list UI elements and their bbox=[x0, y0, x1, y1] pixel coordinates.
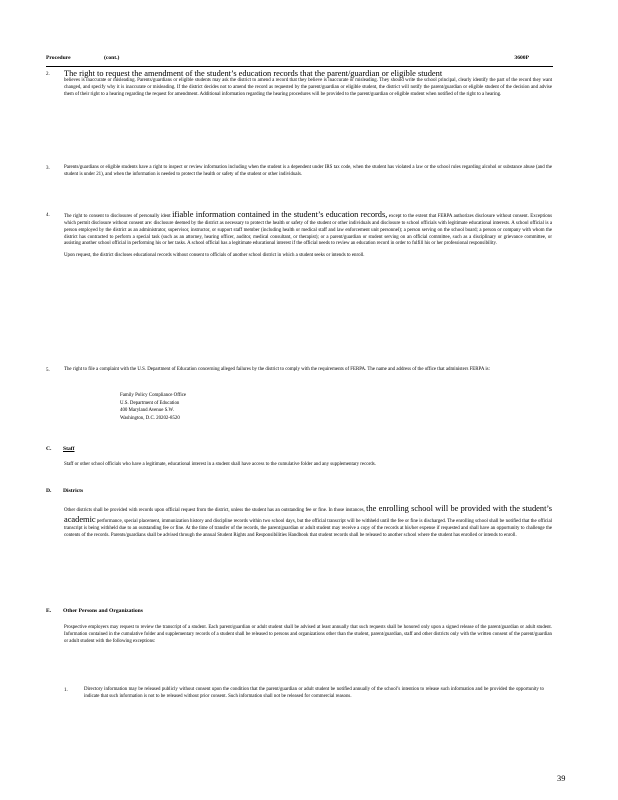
item-5 bbox=[64, 367, 552, 374]
section-d-heading bbox=[46, 488, 84, 494]
policy-number: 3600P bbox=[514, 55, 529, 61]
procedure-label: Procedure bbox=[46, 55, 71, 61]
section-c-heading bbox=[46, 446, 75, 452]
section-d-title: Districts bbox=[63, 488, 84, 494]
item-4-body-2: Upon request, the district discloses educational records without consent to officials of another school district in which a student seeks or intends to enroll. bbox=[64, 253, 365, 259]
item-5-body: The right to file a complaint with the U.S. Department of Education concerning alleged failures by the district to comply with the requirements of FERPA. The name and address of the office that administers FERPA is: bbox=[64, 367, 490, 372]
section-e-sub-1-text: Directory information may be released publicly without consent upon the condition that the parent/guardian or adult student be notified annually of the school’s intention to release such information and be provided the opportunity to indicate that such information is not to be released without prior consent. Such information shall not be released for commercial reasons. bbox=[84, 687, 544, 699]
section-e-sub-1 bbox=[84, 687, 544, 701]
section-e-sub-1-number: 1. bbox=[64, 688, 68, 693]
section-d-text-1: Other districts shall be provided with records upon official request from the district, unless the student has an outstanding fee or fine. In those instances, bbox=[64, 508, 365, 513]
item-3 bbox=[64, 165, 552, 179]
item-4-lead: The right to consent to disclosures of personally ident bbox=[64, 214, 171, 219]
item-2-body: believes is inaccurate or misleading. Parents/guardians or eligible students may ask the district to amend a record that they believe is inaccurate or misleading. They should write the school principal, clearly identify the part of the record they want changed, and specify why it is inaccurate or misleading. If the district decides not to amend the record as requested by the parent/guardian or eligible student, the district will notify the parent/guardian or eligible student of the decision and advise them of their right to a hearing regarding the request for amendment. Additional information regarding the hearing procedures will be provided to the parent/guardian or eligible student when notified of the right to a hearing. bbox=[64, 78, 552, 97]
cont-label: (cont.) bbox=[104, 55, 120, 61]
page-header bbox=[46, 54, 553, 67]
address-line-3: 400 Maryland Avenue S.W. bbox=[120, 408, 174, 414]
item-3-body: Parents/guardians or eligible students have a right to inspect or review information including when the student is a dependent under IRS tax code, when the student has violated a law or the school rules regarding alcohol or substance abuse (and the student is under 21), and when the information is needed to protect the health or safety of the student or other individuals. bbox=[64, 165, 552, 177]
section-c-body bbox=[64, 462, 552, 469]
item-2 bbox=[64, 69, 552, 99]
item-4-heading: ifiable information contained in the student’s education records, bbox=[172, 210, 388, 219]
item-2-heading: The right to request the amendment of the student’s education records that the parent/guardian or eligible student bbox=[64, 69, 443, 78]
address-line-4: Washington, D.C. 20202-8520 bbox=[120, 416, 180, 422]
section-d-letter: D. bbox=[46, 488, 52, 494]
section-e-letter: E. bbox=[46, 608, 52, 614]
section-e-text: Prospective employers may request to review the transcript of a student. Each parent/guardian or adult student shall be advised at least annually that such requests shall be honored only upon a signed release of the parent/guardian or adult student. Information contained in the cumulative folder and supplementary records of a student shall be released to persons and organizations other than the student, parent/guardian, staff and other districts only with the written consent of the parent/guardian or adult student with the following exceptions: bbox=[64, 625, 552, 644]
section-e-body bbox=[64, 625, 552, 646]
address-line-1: Family Policy Compliance Office bbox=[120, 393, 187, 398]
address-line-2: U.S. Department of Education bbox=[120, 400, 180, 406]
item-4 bbox=[64, 210, 552, 260]
item-3-number: 3. bbox=[46, 166, 50, 171]
ferpa-address bbox=[120, 392, 186, 423]
section-c-title: Staff bbox=[63, 446, 75, 452]
section-c-text: Staff or other school officials who have a legitimate, educational interest in a student shall have access to the cumulative folder and any supplementary records. bbox=[64, 462, 376, 467]
section-c-letter: C. bbox=[46, 446, 52, 452]
item-4-number: 4. bbox=[46, 213, 50, 218]
section-d-body bbox=[64, 504, 552, 539]
item-4-body: except to the extent that FERPA authorizes disclosure without consent. Exceptions which permit disclosure without consent are: disclosure deemed by the district as necessary to protect the health or safety of the student or other individuals and disclosure to school officials with legitimate educational interests. A school official is a person employed by the district as an administrator, supervisor, instructor, or support staff member (including health or medical staff and law enforcement unit personnel); a person serving on the school board; a person or company with whom the district has contracted to perform a special task (such as an attorney, hearing officer, auditor, medical consultant, or therapist); or a parent/guardian or student serving on an official committee, such as a disciplinary or grievance committee, or assisting another school official in performing his or her tasks. A school official has a legitimate educational interest if the official needs to review an education record in order to fulfill his or her professional responsibility. bbox=[64, 214, 552, 247]
section-e-heading bbox=[46, 608, 143, 614]
section-e-title: Other Persons and Organizations bbox=[63, 608, 143, 614]
page-number: 39 bbox=[557, 774, 566, 783]
section-d-heading-text: the enrolling school will be provided with the student’s academic bbox=[64, 504, 552, 524]
item-5-number: 5. bbox=[46, 368, 50, 373]
item-2-number: 2. bbox=[46, 72, 50, 77]
section-d-text-2: performance, special placement, immunization history and discipline records within two school days, but the official transcript will be withheld until the fee or fine is discharged. The enrolling school shall be notified that the official transcript is being withheld due to an outstanding fee or fine. At the time of transfer of the records, the parent/guardian or adult student may receive a copy of the records at his/her expense if requested and shall have an opportunity to challenge the contents of the records. Parents/guardians shall be advised through the annual Student Rights and Responsibilities Handbook that student records shall be released to another school where the student has enrolled or intends to enroll. bbox=[64, 518, 552, 538]
